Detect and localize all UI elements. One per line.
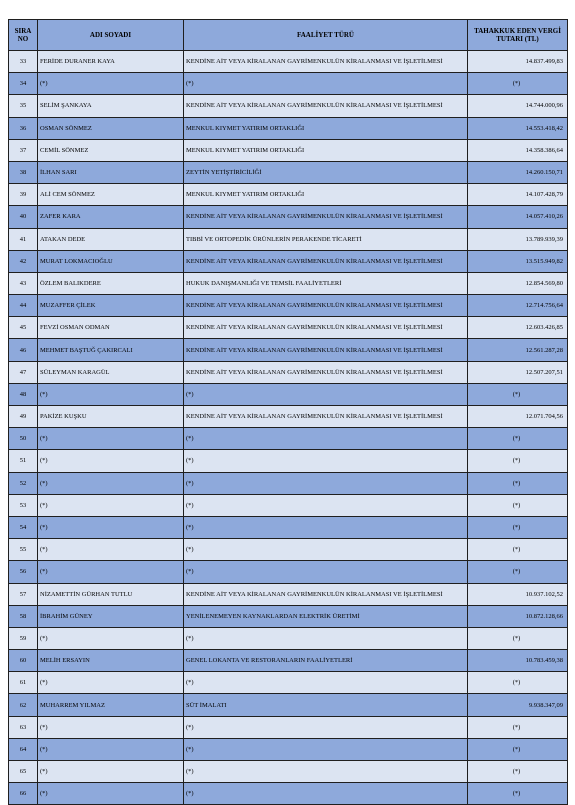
activity-type-cell: (*) [184, 428, 468, 450]
tax-amount-cell: 10.783.459,38 [468, 650, 568, 672]
tax-amount-cell: 14.057.410,26 [468, 206, 568, 228]
taxpayer-name-cell: (*) [38, 561, 184, 583]
table-row [9, 228, 568, 250]
activity-type-cell: TIBBİ VE ORTOPEDİK ÜRÜNLERİN PERAKENDE TİCARETİ [184, 228, 468, 250]
table-row [9, 672, 568, 694]
taxpayer-name-cell: İBRAHİM GÜNEY [38, 605, 184, 627]
taxpayer-name-cell: MUHARREM YILMAZ [38, 694, 184, 716]
taxpayer-name-cell: OSMAN SÖNMEZ [38, 117, 184, 139]
row-number-cell: 34 [9, 73, 38, 95]
taxpayer-name-cell: (*) [38, 672, 184, 694]
activity-type-cell: (*) [184, 672, 468, 694]
activity-type-cell: (*) [184, 783, 468, 805]
table-row [9, 117, 568, 139]
row-number-cell: 61 [9, 672, 38, 694]
table-row [9, 51, 568, 73]
taxpayer-name-cell: SÜLEYMAN KARAGÜL [38, 361, 184, 383]
activity-type-cell: KENDİNE AİT VEYA KİRALANAN GAYRİMENKULÜN KİRALANMASI VE İŞLETİLMESİ [184, 95, 468, 117]
header-vergi-tutari: TAHAKKUK EDEN VERGİ TUTARI (TL) [468, 20, 568, 51]
taxpayer-name-cell: ATAKAN DEDE [38, 228, 184, 250]
activity-type-cell: KENDİNE AİT VEYA KİRALANAN GAYRİMENKULÜN KİRALANMASI VE İŞLETİLMESİ [184, 583, 468, 605]
tax-amount-cell: 10.872.128,66 [468, 605, 568, 627]
taxpayer-name-cell: (*) [38, 627, 184, 649]
tax-amount-cell: (*) [468, 561, 568, 583]
row-number-cell: 36 [9, 117, 38, 139]
tax-amount-cell: 14.260.150,71 [468, 161, 568, 183]
tax-amount-cell: (*) [468, 672, 568, 694]
tax-amount-cell: (*) [468, 627, 568, 649]
activity-type-cell: SÜT İMALATI [184, 694, 468, 716]
taxpayer-name-cell: (*) [38, 516, 184, 538]
table-row [9, 317, 568, 339]
activity-type-cell: (*) [184, 73, 468, 95]
tax-amount-cell: (*) [468, 383, 568, 405]
tax-amount-cell: 14.837.499,83 [468, 51, 568, 73]
tax-amount-cell: (*) [468, 494, 568, 516]
table-row [9, 406, 568, 428]
table-row [9, 561, 568, 583]
row-number-cell: 57 [9, 583, 38, 605]
activity-type-cell: MENKUL KIYMET YATIRIM ORTAKLIĞI [184, 117, 468, 139]
taxpayer-name-cell: (*) [38, 539, 184, 561]
taxpayer-name-cell: FERİDE DURANER KAYA [38, 51, 184, 73]
row-number-cell: 60 [9, 650, 38, 672]
taxpayer-name-cell: (*) [38, 450, 184, 472]
row-number-cell: 51 [9, 450, 38, 472]
taxpayer-name-cell: MURAT LOKMACIOĞLU [38, 250, 184, 272]
table-row [9, 738, 568, 760]
activity-type-cell: (*) [184, 450, 468, 472]
activity-type-cell: KENDİNE AİT VEYA KİRALANAN GAYRİMENKULÜN KİRALANMASI VE İŞLETİLMESİ [184, 206, 468, 228]
taxpayer-table [8, 19, 568, 805]
tax-amount-cell: 12.561.287,28 [468, 339, 568, 361]
row-number-cell: 48 [9, 383, 38, 405]
activity-type-cell: (*) [184, 627, 468, 649]
activity-type-cell: (*) [184, 561, 468, 583]
table-row [9, 95, 568, 117]
row-number-cell: 64 [9, 738, 38, 760]
row-number-cell: 55 [9, 539, 38, 561]
row-number-cell: 65 [9, 761, 38, 783]
activity-type-cell: (*) [184, 472, 468, 494]
taxpayer-name-cell: CEMİL SÖNMEZ [38, 139, 184, 161]
taxpayer-name-cell: (*) [38, 783, 184, 805]
table-row [9, 361, 568, 383]
activity-type-cell: KENDİNE AİT VEYA KİRALANAN GAYRİMENKULÜN KİRALANMASI VE İŞLETİLMESİ [184, 295, 468, 317]
tax-amount-cell: (*) [468, 73, 568, 95]
tax-amount-cell: 14.744.000,96 [468, 95, 568, 117]
taxpayer-name-cell: (*) [38, 716, 184, 738]
table-row [9, 494, 568, 516]
row-number-cell: 41 [9, 228, 38, 250]
tax-amount-cell: (*) [468, 761, 568, 783]
activity-type-cell: (*) [184, 539, 468, 561]
row-number-cell: 52 [9, 472, 38, 494]
table-row [9, 139, 568, 161]
tax-amount-cell: (*) [468, 783, 568, 805]
activity-type-cell: KENDİNE AİT VEYA KİRALANAN GAYRİMENKULÜN KİRALANMASI VE İŞLETİLMESİ [184, 317, 468, 339]
tax-amount-cell: (*) [468, 472, 568, 494]
row-number-cell: 45 [9, 317, 38, 339]
table-row [9, 339, 568, 361]
tax-amount-cell: 12.071.704,56 [468, 406, 568, 428]
taxpayer-name-cell: MUZAFFER ÇİLEK [38, 295, 184, 317]
row-number-cell: 50 [9, 428, 38, 450]
taxpayer-name-cell: (*) [38, 428, 184, 450]
table-row [9, 272, 568, 294]
tax-amount-cell: 12.714.756,64 [468, 295, 568, 317]
tax-amount-cell: 14.358.386,64 [468, 139, 568, 161]
row-number-cell: 35 [9, 95, 38, 117]
tax-amount-cell: 14.107.428,79 [468, 184, 568, 206]
tax-amount-cell: 10.937.102,52 [468, 583, 568, 605]
table-row [9, 539, 568, 561]
taxpayer-name-cell: (*) [38, 472, 184, 494]
taxpayer-name-cell: (*) [38, 383, 184, 405]
table-row [9, 694, 568, 716]
taxpayer-name-cell: (*) [38, 738, 184, 760]
table-row [9, 516, 568, 538]
row-number-cell: 49 [9, 406, 38, 428]
tax-amount-cell: (*) [468, 738, 568, 760]
table-row [9, 161, 568, 183]
activity-type-cell: KENDİNE AİT VEYA KİRALANAN GAYRİMENKULÜN KİRALANMASI VE İŞLETİLMESİ [184, 361, 468, 383]
row-number-cell: 43 [9, 272, 38, 294]
table-row [9, 627, 568, 649]
row-number-cell: 56 [9, 561, 38, 583]
row-number-cell: 58 [9, 605, 38, 627]
tax-amount-cell: 13.515.949,82 [468, 250, 568, 272]
row-number-cell: 40 [9, 206, 38, 228]
row-number-cell: 62 [9, 694, 38, 716]
taxpayer-name-cell: ZAFER KARA [38, 206, 184, 228]
row-number-cell: 44 [9, 295, 38, 317]
activity-type-cell: (*) [184, 761, 468, 783]
row-number-cell: 42 [9, 250, 38, 272]
activity-type-cell: MENKUL KIYMET YATIRIM ORTAKLIĞI [184, 184, 468, 206]
activity-type-cell: (*) [184, 516, 468, 538]
tax-amount-cell: 12.854.569,80 [468, 272, 568, 294]
activity-type-cell: KENDİNE AİT VEYA KİRALANAN GAYRİMENKULÜN KİRALANMASI VE İŞLETİLMESİ [184, 406, 468, 428]
activity-type-cell: KENDİNE AİT VEYA KİRALANAN GAYRİMENKULÜN KİRALANMASI VE İŞLETİLMESİ [184, 250, 468, 272]
table-row [9, 295, 568, 317]
table-row [9, 250, 568, 272]
header-adi-soyadi: ADI SOYADI [38, 20, 184, 51]
tax-amount-cell: (*) [468, 428, 568, 450]
taxpayer-name-cell: PAKİZE KUŞKU [38, 406, 184, 428]
row-number-cell: 53 [9, 494, 38, 516]
row-number-cell: 47 [9, 361, 38, 383]
activity-type-cell: ZEYTİN YETİŞTİRİCİLİĞİ [184, 161, 468, 183]
tax-amount-cell: (*) [468, 516, 568, 538]
table-row [9, 450, 568, 472]
activity-type-cell: MENKUL KIYMET YATIRIM ORTAKLIĞI [184, 139, 468, 161]
taxpayer-name-cell: ÖZLEM BALIKDERE [38, 272, 184, 294]
table-row [9, 716, 568, 738]
header-sira-no: SIRA NO [9, 20, 38, 51]
tax-amount-cell: 12.603.426,85 [468, 317, 568, 339]
table-header-row [9, 20, 568, 51]
row-number-cell: 39 [9, 184, 38, 206]
taxpayer-name-cell: İLHAN SARI [38, 161, 184, 183]
taxpayer-name-cell: MELİH ERSAYIN [38, 650, 184, 672]
activity-type-cell: HUKUK DANIŞMANLIĞI VE TEMSİL FAALİYETLERİ [184, 272, 468, 294]
row-number-cell: 38 [9, 161, 38, 183]
table-row [9, 783, 568, 805]
table-row [9, 583, 568, 605]
tax-amount-cell: 14.553.418,42 [468, 117, 568, 139]
header-faaliyet-turu: FAALİYET TÜRÜ [184, 20, 468, 51]
table-row [9, 383, 568, 405]
table-row [9, 206, 568, 228]
tax-list-page [8, 19, 567, 805]
table-row [9, 428, 568, 450]
row-number-cell: 33 [9, 51, 38, 73]
tax-amount-cell: (*) [468, 450, 568, 472]
taxpayer-name-cell: MEHMET BAŞTUĞ ÇAKIRCALI [38, 339, 184, 361]
tax-amount-cell: (*) [468, 539, 568, 561]
taxpayer-name-cell: FEVZİ OSMAN ODMAN [38, 317, 184, 339]
row-number-cell: 37 [9, 139, 38, 161]
row-number-cell: 63 [9, 716, 38, 738]
table-row [9, 184, 568, 206]
taxpayer-name-cell: (*) [38, 761, 184, 783]
tax-amount-cell: 9.938.347,09 [468, 694, 568, 716]
table-row [9, 650, 568, 672]
tax-amount-cell: (*) [468, 716, 568, 738]
taxpayer-name-cell: ALİ CEM SÖNMEZ [38, 184, 184, 206]
row-number-cell: 59 [9, 627, 38, 649]
taxpayer-name-cell: (*) [38, 494, 184, 516]
activity-type-cell: (*) [184, 738, 468, 760]
activity-type-cell: KENDİNE AİT VEYA KİRALANAN GAYRİMENKULÜN KİRALANMASI VE İŞLETİLMESİ [184, 339, 468, 361]
activity-type-cell: KENDİNE AİT VEYA KİRALANAN GAYRİMENKULÜN KİRALANMASI VE İŞLETİLMESİ [184, 51, 468, 73]
taxpayer-name-cell: (*) [38, 73, 184, 95]
table-body [9, 51, 568, 805]
activity-type-cell: (*) [184, 716, 468, 738]
tax-amount-cell: 12.507.207,51 [468, 361, 568, 383]
activity-type-cell: GENEL LOKANTA VE RESTORANLARIN FAALİYETLERİ [184, 650, 468, 672]
activity-type-cell: (*) [184, 494, 468, 516]
activity-type-cell: YENİLENEMEYEN KAYNAKLARDAN ELEKTRİK ÜRETİMİ [184, 605, 468, 627]
table-row [9, 73, 568, 95]
taxpayer-name-cell: NİZAMETTİN GÜRHAN TUTLU [38, 583, 184, 605]
row-number-cell: 54 [9, 516, 38, 538]
taxpayer-name-cell: SELİM ŞANKAYA [38, 95, 184, 117]
table-row [9, 472, 568, 494]
table-row [9, 605, 568, 627]
row-number-cell: 66 [9, 783, 38, 805]
tax-amount-cell: 13.789.939,39 [468, 228, 568, 250]
activity-type-cell: (*) [184, 383, 468, 405]
table-row [9, 761, 568, 783]
row-number-cell: 46 [9, 339, 38, 361]
